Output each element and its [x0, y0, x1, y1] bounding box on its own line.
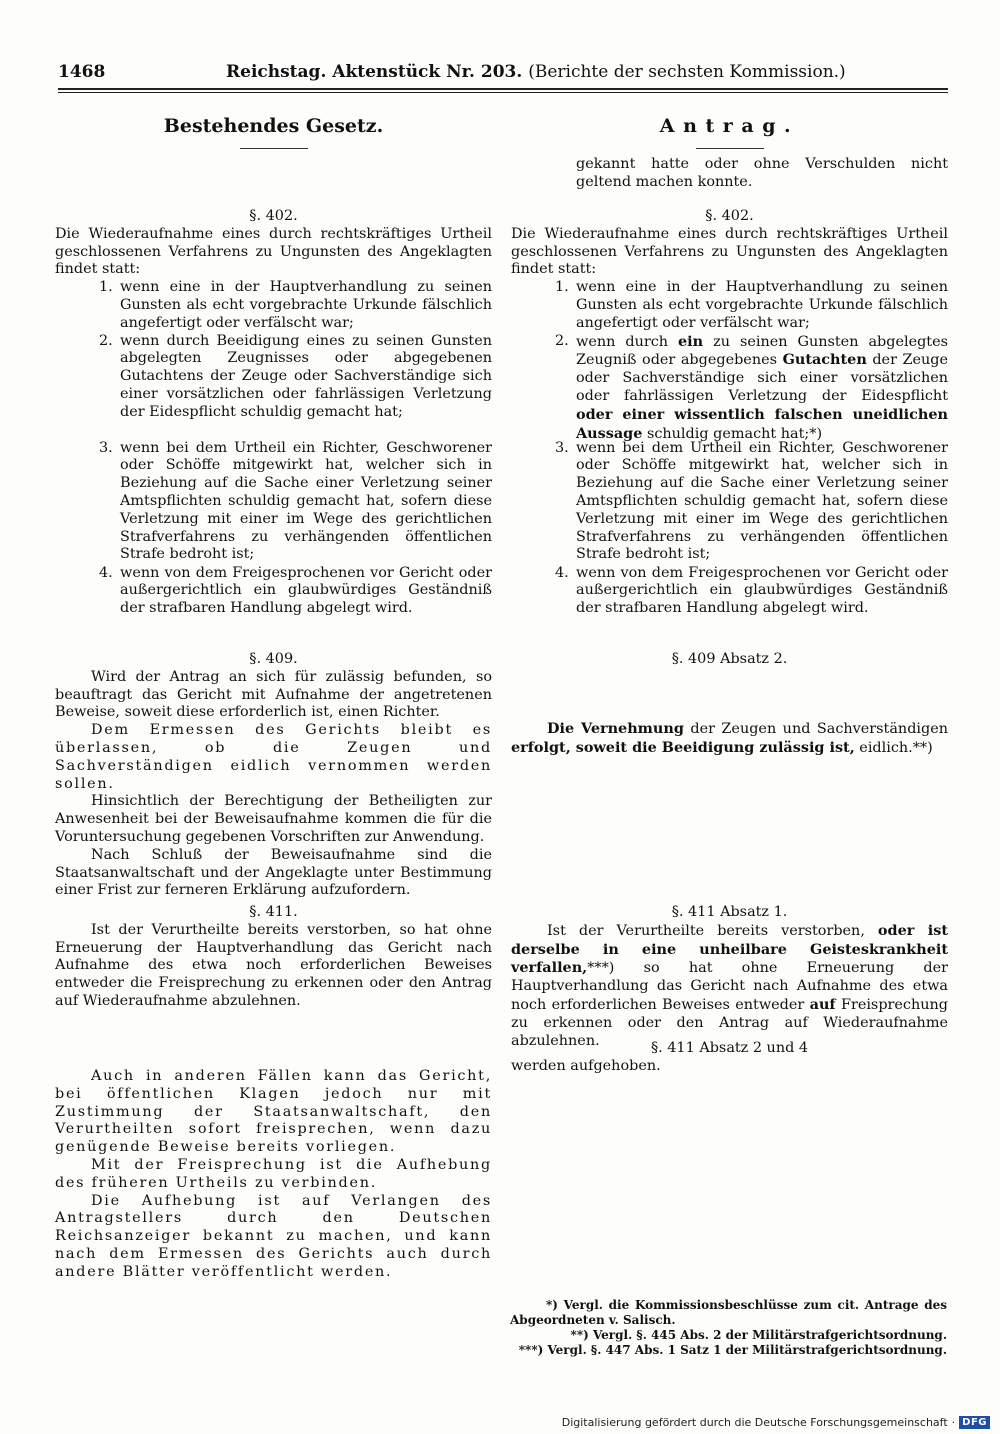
section-intro: Die Wiederaufnahme eines durch rechtskräftiges Urtheil geschlossenen Verfahrens zu Ungunsten des Angeklagten findet statt:: [511, 225, 948, 278]
digitization-credit: [562, 1416, 990, 1429]
section-title: §. 402.: [705, 208, 754, 224]
paragraph: Die Aufhebung ist auf Verlangen des Antragstellers durch den Deutschen Reichsanzeiger bekannt zu machen, und kann nach dem Ermessen des Gerichts auch durch andere Blätter veröffentlicht werden.: [55, 1192, 492, 1280]
right-section-409-text: [511, 720, 948, 758]
list-item: 1. wenn eine in der Hauptverhandlung zu seinen Gunsten als echt vorgebrachte Urkunde fälschlich angefertigt oder verfälscht war;: [555, 279, 948, 331]
paragraph: Die Vernehmung der Zeugen und Sachverständigen erfolgt, soweit die Beeidigung zulässig ist, eidlich.**): [511, 720, 948, 756]
section-title: §. 409 Absatz 2.: [671, 651, 788, 667]
footnotes: [510, 1298, 947, 1358]
paragraph: Dem Ermessen des Gerichts bleibt es überlassen, ob die Zeugen und Sachverständigen eidlich vernommen werden sollen.: [55, 722, 492, 792]
section-list: [511, 279, 948, 618]
list-item: 2. wenn durch ein zu seinen Gunsten abgelegtes Zeugniß oder abgegebenes Gutachten der Zeuge oder Sachverständige sich einer vorsätzlichen oder fahrlässigen Verletzung der Eidespflicht oder einer wissentlich falschen uneidlichen Aussage schuldig gemacht hat;*): [555, 332, 949, 442]
dfg-logo: ·: [951, 1416, 956, 1429]
footnote: ***) Vergl. §. 447 Abs. 1 Satz 1 der Militärstrafgerichtsordnung.: [518, 1343, 947, 1357]
right-continuation: [511, 156, 948, 192]
left-column-heading: Bestehendes Gesetz.: [163, 115, 384, 137]
left-section-411: [55, 904, 492, 1011]
left-section-411-cont: [55, 1068, 492, 1282]
header-title-sub: (Berichte der sechsten Kommission.): [528, 62, 846, 82]
list-item: 4. wenn von dem Freigesprochenen vor Gericht oder außergerichtlich ein glaubwürdiges Geständniß der strafbaren Handlung abgelegt wird.: [555, 564, 948, 617]
digitization-text: Digitalisierung gefördert durch die Deutsche Forschungsgemeinschaft: [561, 1416, 948, 1429]
paragraph: Ist der Verurtheilte bereits verstorben, oder ist derselbe in eine unheilbare Geisteskrankheit verfallen,***) so hat ohne Erneuerung der Hauptverhandlung das Gericht nach Aufnahme des etwa noch erforderlichen Beweises entweder auf Freisprechung zu erkennen oder den Antrag auf Wiederaufnahme abzulehnen.: [511, 921, 949, 1049]
paragraph: Ist der Verurtheilte bereits verstorben, so hat ohne Erneuerung der Hauptverhandlung das Gericht nach Aufnahme des etwa noch erforderlichen Beweises entweder die Freisprechung zu erkennen oder den Antrag auf Wiederaufnahme abzulehnen.: [55, 921, 492, 1009]
footnote: *) Vergl. die Kommissionsbeschlüsse zum cit. Antrage des Abgeordneten v. Salisch.: [510, 1298, 947, 1327]
running-header: [58, 62, 948, 86]
left-section-409: [55, 651, 492, 900]
continuation-text: gekannt hatte oder ohne Verschulden nicht geltend machen konnte.: [576, 156, 948, 190]
list-item: 4. wenn von dem Freigesprochenen vor Gericht oder außergerichtlich ein glaubwürdiges Geständniß der strafbaren Handlung abgelegt wird.: [99, 564, 492, 617]
left-column: [55, 100, 492, 1280]
paragraph: Mit der Freisprechung ist die Aufhebung des früheren Urtheils zu verbinden.: [55, 1156, 492, 1191]
section-title: §. 411 Absatz 2 und 4: [650, 1040, 809, 1056]
header-title: [226, 62, 846, 82]
right-column-heading: Antrag.: [659, 115, 800, 137]
right-section-411-1: [511, 904, 948, 1050]
section-intro: Die Wiederaufnahme eines durch rechtskräftiges Urtheil geschlossenen Verfahrens zu Ungunsten des Angeklagten findet statt:: [55, 225, 492, 278]
left-heading-rule: [240, 148, 308, 149]
section-title: §. 402.: [249, 208, 298, 224]
list-item: 2. wenn durch Beeidigung eines zu seinen Gunsten abgelegten Zeugnisses oder abgegebenen Gutachtens der Zeuge oder Sachverständige sich einer vorsätzlichen oder fahrlässigen Verletzung der Eidespflicht schuldig gemacht hat;: [99, 332, 492, 420]
page-number: 1468: [58, 62, 106, 82]
paragraph: Auch in anderen Fällen kann das Gericht, bei öffentlichen Klagen jedoch nur mit Zustimmung der Staatsanwaltschaft, den Verurtheilten sofort freisprechen, wenn dazu genügende Beweise bereits vorliegen.: [55, 1068, 492, 1156]
section-title: §. 409.: [249, 651, 298, 667]
section-title: §. 411 Absatz 1.: [671, 904, 788, 920]
right-heading-rule: [696, 148, 764, 149]
header-title-main: Reichstag. Aktenstück Nr. 203.: [226, 62, 523, 82]
paragraph: Nach Schluß der Beweisaufnahme sind die Staatsanwaltschaft und der Angeklagte unter Bestimmung einer Frist zur ferneren Erklärung aufzufordern.: [55, 846, 492, 899]
paragraph: werden aufgehoben.: [511, 1057, 661, 1074]
list-item: 3. wenn bei dem Urtheil ein Richter, Geschworener oder Schöffe mitgewirkt hat, welcher sich in Beziehung auf die Sache einer Verletzung seiner Amtspflichten schuldig gemacht hat, sofern diese Verletzung mit einer im Wege des gerichtlichen Strafverfahrens zu verhängenden öffentlichen Strafe bedroht ist;: [99, 439, 492, 563]
right-section-411-24: [511, 1040, 948, 1076]
right-column: [511, 100, 949, 1074]
header-rule-thick: [58, 88, 948, 90]
list-item: 3. wenn bei dem Urtheil ein Richter, Geschworener oder Schöffe mitgewirkt hat, welcher sich in Beziehung auf die Sache einer Verletzung seiner Amtspflichten schuldig gemacht hat, sofern diese Verletzung mit einer im Wege des gerichtlichen Strafverfahrens zu verhängenden öffentlichen Strafe bedroht ist;: [555, 439, 948, 563]
right-section-409: [511, 651, 948, 669]
paragraph: Hinsichtlich der Berechtigung der Betheiligten zur Anwesenheit bei der Beweisaufnahme kommen die für die Voruntersuchung gegebenen Vorschriften zur Anwendung.: [55, 793, 492, 845]
footnote: **) Vergl. §. 445 Abs. 2 der Militärstrafgerichtsordnung.: [570, 1328, 947, 1342]
list-item: 1. wenn eine in der Hauptverhandlung zu seinen Gunsten als echt vorgebrachte Urkunde fälschlich angefertigt oder verfälscht war;: [99, 279, 492, 331]
section-list: [55, 279, 492, 618]
paragraph: Wird der Antrag an sich für zulässig befunden, so beauftragt das Gericht mit Aufnahme der angetretenen Beweise, soweit diese erforderlich ist, einen Richter.: [55, 668, 492, 721]
right-section-402: [511, 208, 948, 618]
dfg-logo-icon: DFG: [959, 1416, 990, 1429]
section-title: §. 411.: [249, 904, 298, 920]
left-section-402: [55, 208, 492, 618]
header-rule-thin: [58, 92, 948, 93]
